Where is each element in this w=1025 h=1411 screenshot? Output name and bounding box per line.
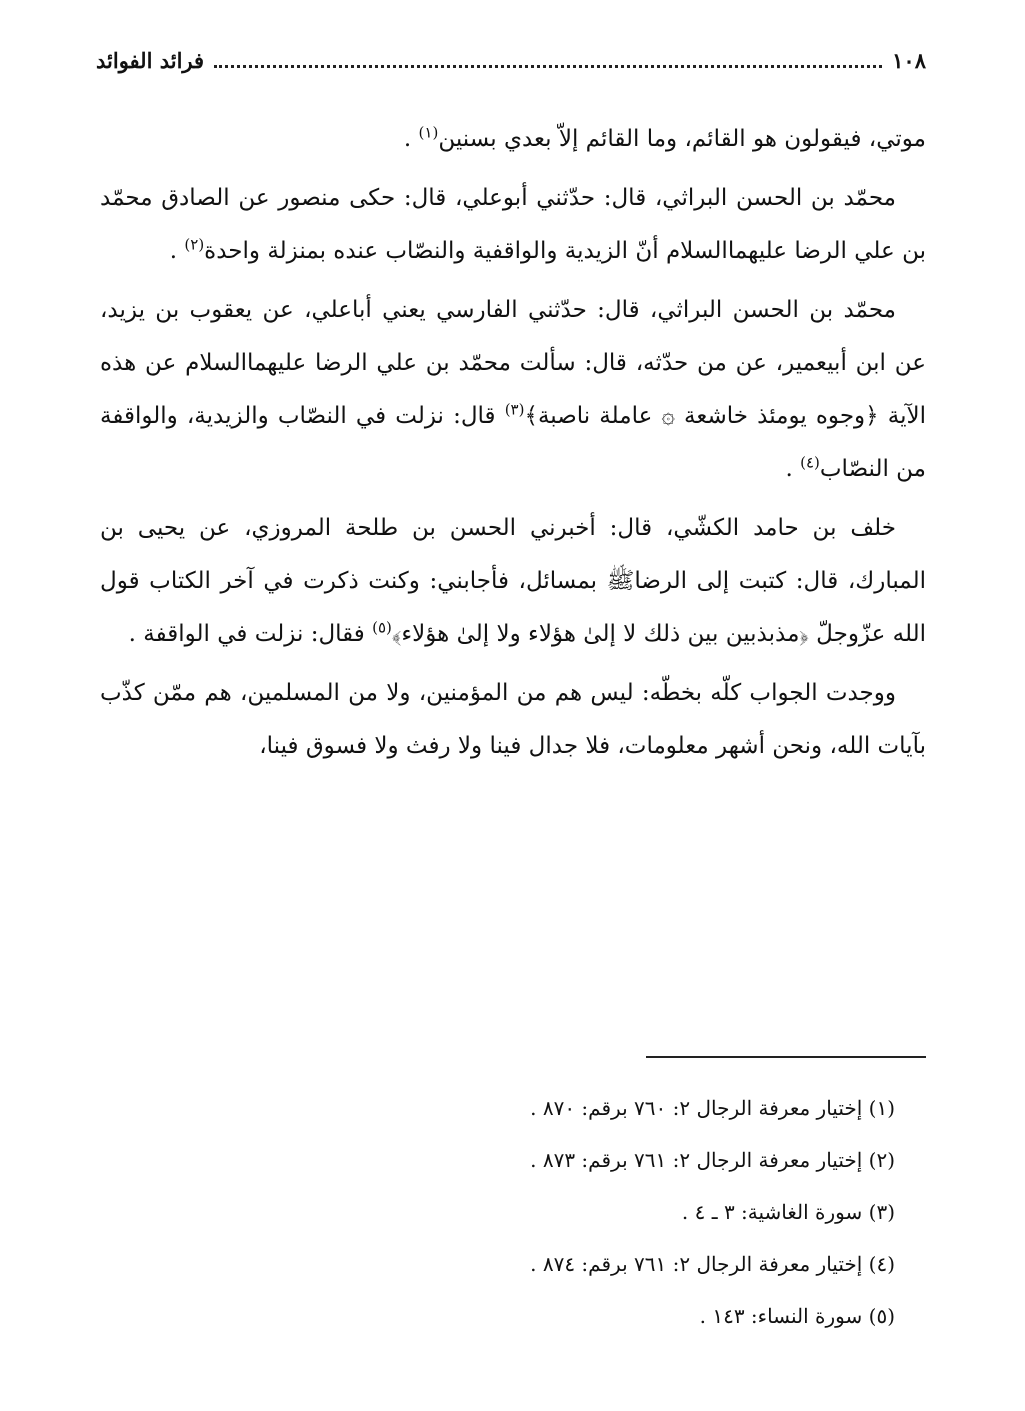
footnote: (٣) سورة الغاشية: ٣ ـ ٤ . [681, 1200, 895, 1224]
paragraph [100, 284, 926, 496]
paragraph-tail: قال: نزلت في النصّاب والزيدية، والواقفة من النصّاب [100, 403, 926, 482]
footnote-reference: (٢) [184, 235, 205, 254]
paragraph-tail: . [403, 126, 419, 152]
paragraph-text: محمّد بن الحسن البراثي، قال: حدّثني الفارسي يعني أباعلي، عن يعقوب بن يزيد، عن ابن أبيعمير، عن من حدّثه، قال: سألت محمّد بن علي الرضا عليهماالسلام عن هذه الآية ﴿وجوه يومئذ خاشعة ۞ عاملة ناصبة﴾ [100, 297, 927, 429]
footnote: (١) إختيار معرفة الرجال ٢: ٧٦٠ برقم: ٨٧٠ . [530, 1096, 895, 1120]
footnote: (٤) إختيار معرفة الرجال ٢: ٧٦١ برقم: ٨٧٤ . [530, 1252, 895, 1276]
paragraph [100, 172, 926, 278]
footnotes [300, 1082, 895, 1342]
header-dotted-leader [214, 65, 882, 68]
paragraph-tail: . [785, 456, 801, 482]
paragraph [100, 667, 926, 773]
paragraph-text: موتي، فيقولون هو القائم، وما القائم إلاّ بعدي بسنين [438, 126, 926, 152]
footnote-separator [646, 1056, 926, 1058]
page-number: ١٠٨ [892, 47, 926, 73]
paragraph-text: خلف بن حامد الكشّي، قال: أخبرني الحسن بن طلحة المروزي، عن يحيى بن المبارك، قال: كتبت إلى الرضاﷺ بمسائل، فأجابني: وكنت ذكرت في آخر الكتاب قول الله عزّوجلّ ﴿مذبذبين بين ذلك لا إلىٰ هؤلاء ولا إلىٰ هؤلاء﴾ [100, 515, 926, 647]
footnote: (٥) سورة النساء: ١٤٣ . [699, 1304, 895, 1328]
book-title: فرائد الفوائد [96, 47, 205, 73]
footnote: (٢) إختيار معرفة الرجال ٢: ٧٦١ برقم: ٨٧٣ . [530, 1148, 895, 1172]
footnote-reference: (٥) [372, 618, 392, 637]
paragraph [100, 502, 926, 661]
paragraph [100, 113, 926, 166]
paragraph-tail: فقال: نزلت في الواقفة . [128, 621, 373, 647]
footnote-reference: (٣) [504, 400, 525, 419]
footnote-reference: (١) [418, 123, 439, 142]
footnote-reference: (٤) [800, 453, 820, 472]
paragraph-text: محمّد بن الحسن البراثي، قال: حدّثني أبوعلي، قال: حكى منصور عن الصادق محمّد بن علي الرضا عليهماالسلام أنّ الزيدية والواقفية والنصّاب عنده بمنزلة واحدة [100, 185, 926, 264]
paragraph-tail: . [169, 238, 185, 264]
running-header [96, 40, 926, 80]
main-text [100, 113, 926, 779]
paragraph-text: ووجدت الجواب كلّه بخطّه: ليس هم من المؤمنين، ولا من المسلمين، هم ممّن كذّب بآيات الله، ونحن أشهر معلومات، فلا جدال فينا ولا رفث ولا فسوق فينا، [100, 680, 926, 759]
